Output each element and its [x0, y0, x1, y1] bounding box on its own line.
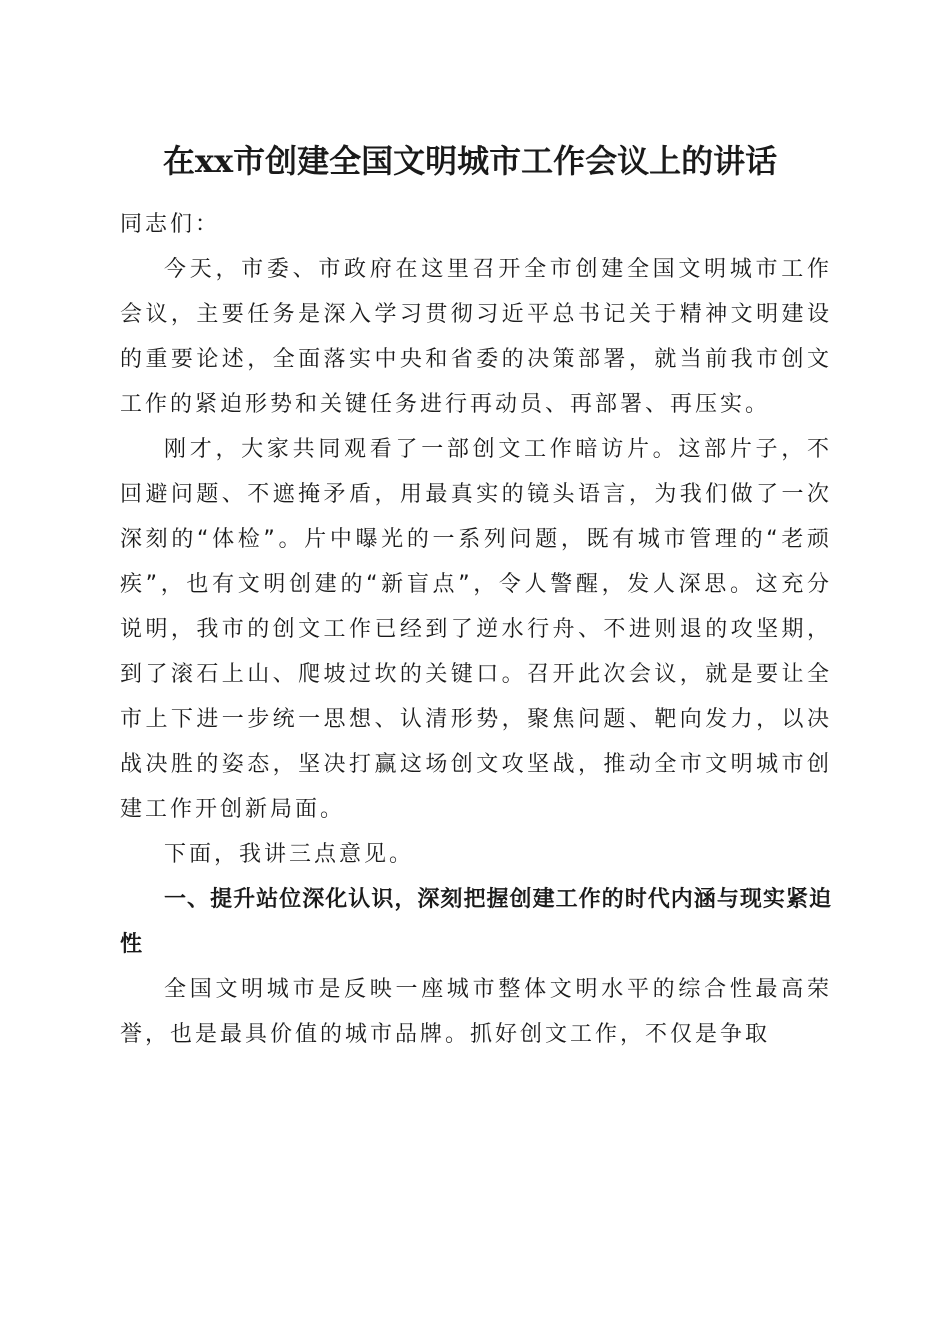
section-heading-1: 一、提升站位深化认识，深刻把握创建工作的时代内涵与现实紧迫性 — [120, 887, 832, 957]
paragraph-opening: 今天，市委、市政府在这里召开全市创建全国文明城市工作会议，主要任务是深入学习贯彻习近平总书记关于精神文明建设的重要论述，全面落实中央和省委的决策部署，就当前我市创文工作的紧迫形势和关键任务进行再动员、再部署、再压实。 — [120, 257, 832, 417]
paragraph-transition: 下面，我讲三点意见。 — [164, 842, 415, 867]
document-body — [120, 202, 832, 1057]
document-title: 在xx市创建全国文明城市工作会议上的讲话 — [162, 142, 778, 180]
salutation: 同志们： — [120, 212, 221, 237]
paragraph-video-review: 刚才，大家共同观看了一部创文工作暗访片。这部片子，不回避问题、不遮掩矛盾，用最真实的镜头语言，为我们做了一次深刻的“体检”。片中曝光的一系列问题，既有城市管理的“老顽疾”，也有文明创建的“新盲点”，令人警醒，发人深思。这充分说明，我市的创文工作已经到了逆水行舟、不进则退的攻坚期，到了滚石上山、爬坡过坎的关键口。召开此次会议，就是要让全市上下进一步统一思想、认清形势，聚焦问题、靶向发力，以决战决胜的姿态，坚决打赢这场创文攻坚战，推动全市文明城市创建工作开创新局面。 — [120, 437, 832, 822]
paragraph-section-1: 全国文明城市是反映一座城市整体文明水平的综合性最高荣誉，也是最具价值的城市品牌。抓好创文工作，不仅是争取 — [120, 977, 832, 1047]
